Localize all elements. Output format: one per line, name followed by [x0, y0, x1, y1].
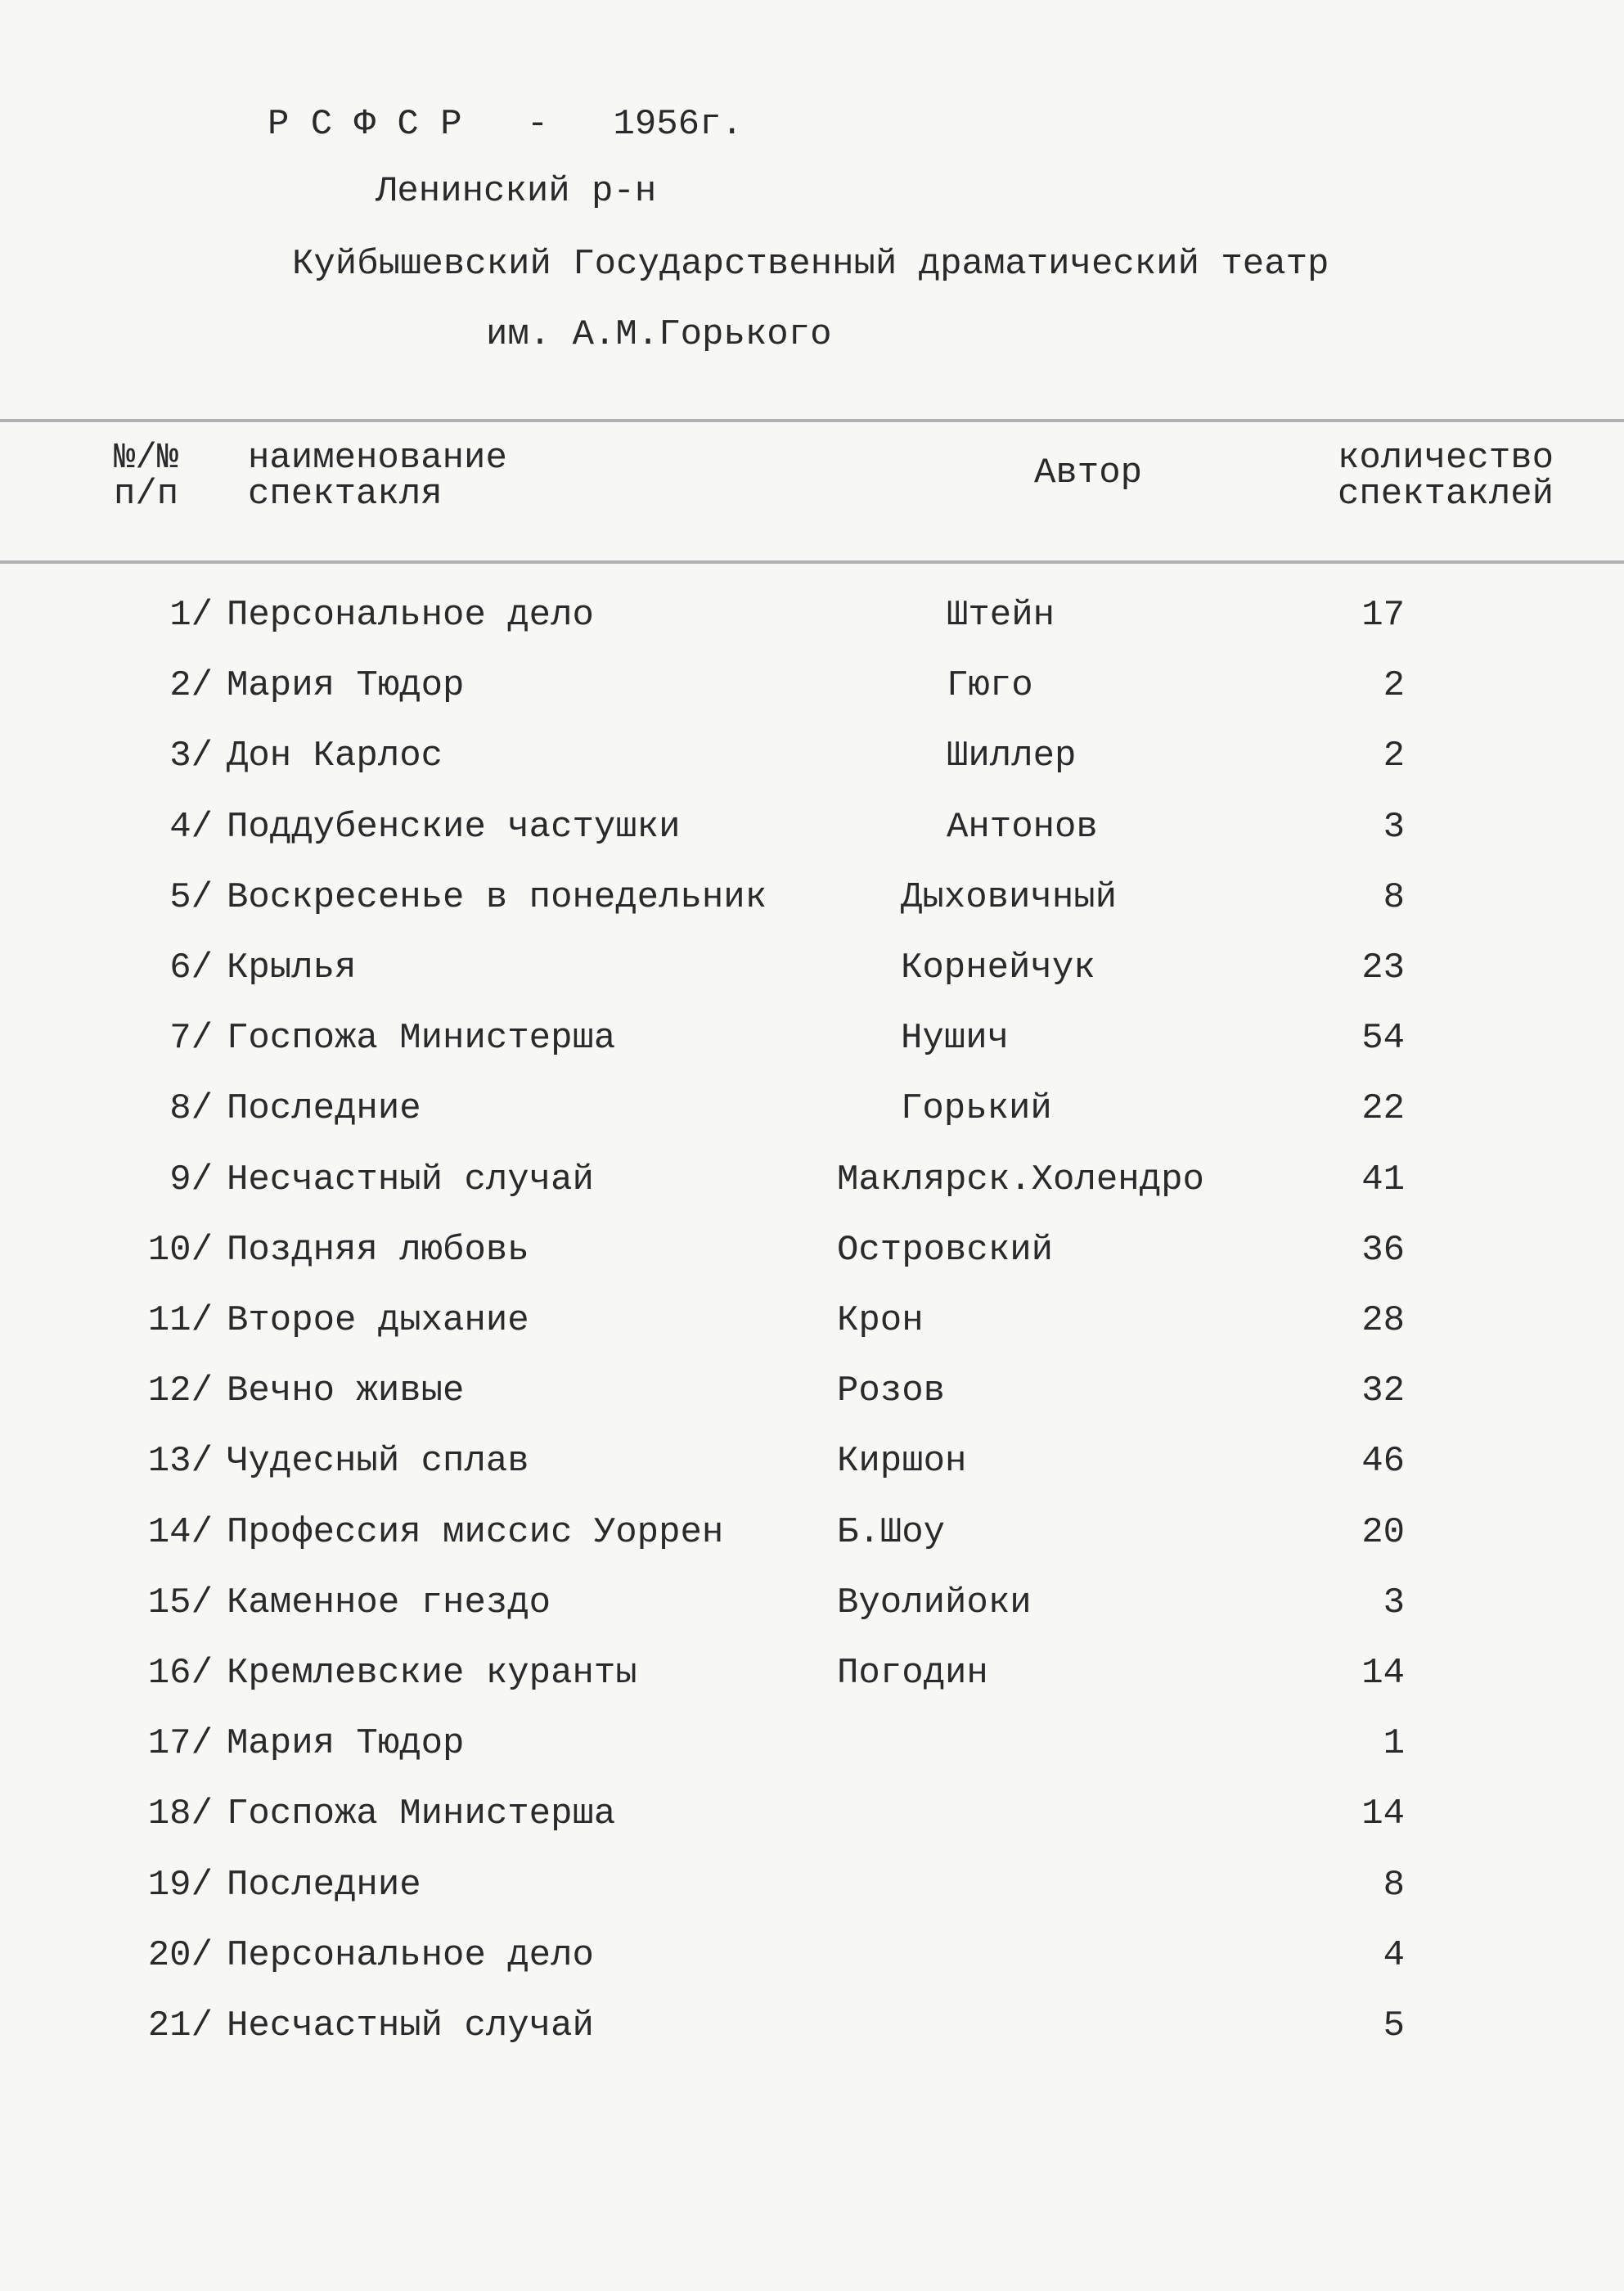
- performance-count: 36: [1361, 1229, 1405, 1271]
- table-row: [0, 738, 1624, 787]
- performance-count: 1: [1383, 1723, 1405, 1765]
- table-row: [0, 1582, 1624, 1634]
- performance-count: 54: [1361, 1018, 1405, 1060]
- header-theatre-dedication: им. А.М.Горького: [486, 314, 832, 355]
- header-district: Ленинский р-н: [376, 171, 657, 212]
- table-row: [0, 1864, 1624, 1916]
- row-number: 11/: [147, 1300, 213, 1341]
- performance-count: 3: [1383, 1582, 1405, 1623]
- table-row: [0, 1655, 1624, 1704]
- table-row: [0, 947, 1624, 999]
- play-author: Б.Шоу: [837, 1511, 946, 1553]
- row-number: 10/: [147, 1229, 213, 1271]
- play-title: Госпожа Министерша: [227, 1018, 616, 1060]
- performance-count: 2: [1383, 665, 1405, 707]
- performance-count: 4: [1383, 1934, 1405, 1976]
- row-number: 1/: [169, 595, 213, 636]
- play-title: Несчастный случай: [227, 1159, 594, 1200]
- play-title: Последние: [227, 1088, 421, 1130]
- performance-count: 8: [1383, 876, 1405, 918]
- table-row: [0, 1088, 1624, 1140]
- row-number: 19/: [147, 1864, 213, 1906]
- row-number: 20/: [147, 1934, 213, 1976]
- play-author: Розов: [837, 1371, 946, 1412]
- play-title: Чудесный сплав: [227, 1441, 529, 1483]
- row-number: 4/: [169, 806, 213, 848]
- play-title: Мария Тюдор: [227, 1723, 465, 1765]
- play-author: Шиллер: [947, 736, 1077, 777]
- row-number: 2/: [169, 665, 213, 707]
- col-title-header-2: спектакля: [248, 474, 443, 515]
- table-row: [0, 665, 1624, 717]
- play-author: Погодин: [837, 1653, 988, 1694]
- play-title: Персональное дело: [227, 595, 594, 636]
- row-number: 7/: [169, 1018, 213, 1060]
- play-author: Островский: [837, 1229, 1054, 1271]
- header-theatre-name: Куйбышевский Государственный драматический театр: [292, 244, 1329, 285]
- row-number: 6/: [169, 947, 213, 988]
- play-title: Последние: [227, 1864, 421, 1906]
- table-row: [0, 1723, 1624, 1775]
- table-row: [0, 1511, 1624, 1564]
- performance-count: 28: [1361, 1300, 1405, 1341]
- play-author: Корнейчук: [901, 947, 1095, 988]
- table-header-bottom-rule: [0, 560, 1624, 564]
- table-top-rule: [0, 419, 1624, 422]
- col-num-header-1: №/№: [114, 438, 179, 479]
- table-row: [0, 597, 1624, 646]
- play-title: Поздняя любовь: [227, 1229, 529, 1271]
- play-author: Дыховичный: [901, 876, 1118, 918]
- table-row: [0, 1796, 1624, 1845]
- play-title: Профессия миссис Уоррен: [227, 1511, 724, 1553]
- play-title: Персональное дело: [227, 1934, 594, 1976]
- table-row: [0, 1159, 1624, 1211]
- performance-count: 41: [1361, 1159, 1405, 1200]
- performance-count: 3: [1383, 806, 1405, 848]
- performance-count: 32: [1361, 1371, 1405, 1412]
- row-number: 8/: [169, 1088, 213, 1130]
- table-row: [0, 876, 1624, 929]
- performance-count: 5: [1383, 2005, 1405, 2046]
- col-author-header: Автор: [1034, 452, 1143, 493]
- col-count-header-2: спектаклей: [1338, 474, 1554, 515]
- row-number: 12/: [147, 1371, 213, 1412]
- performance-count: 8: [1383, 1864, 1405, 1906]
- play-title: Второе дыхание: [227, 1300, 529, 1341]
- row-number: 17/: [147, 1723, 213, 1765]
- table-row: [0, 1934, 1624, 1987]
- performance-count: 2: [1383, 736, 1405, 777]
- play-author: Гюго: [947, 665, 1033, 707]
- table-row: [0, 1300, 1624, 1352]
- col-title-header-1: наименование: [248, 438, 507, 479]
- play-title: Мария Тюдор: [227, 665, 465, 707]
- table-row: [0, 2005, 1624, 2057]
- col-num-header-2: п/п: [114, 474, 179, 515]
- play-title: Крылья: [227, 947, 357, 988]
- table-row: [0, 1443, 1624, 1492]
- play-author: Антонов: [947, 806, 1098, 848]
- performance-count: 22: [1361, 1088, 1405, 1130]
- row-number: 13/: [147, 1441, 213, 1483]
- table-row: [0, 1020, 1624, 1069]
- play-author: Крон: [837, 1300, 924, 1341]
- col-count-header-1: количество: [1338, 438, 1554, 479]
- row-number: 14/: [147, 1511, 213, 1553]
- play-title: Воскресенье в понедельник: [227, 876, 767, 918]
- performance-count: 20: [1361, 1511, 1405, 1553]
- performance-count: 17: [1361, 595, 1405, 636]
- play-title: Госпожа Министерша: [227, 1794, 616, 1835]
- table-row: [0, 1229, 1624, 1281]
- table-row: [0, 806, 1624, 858]
- performance-count: 14: [1361, 1653, 1405, 1694]
- play-title: Каменное гнездо: [227, 1582, 551, 1623]
- row-number: 9/: [169, 1159, 213, 1200]
- play-author: Вуолийоки: [837, 1582, 1032, 1623]
- play-author: Горький: [901, 1088, 1052, 1130]
- play-author: Киршон: [837, 1441, 967, 1483]
- performance-count: 23: [1361, 947, 1405, 988]
- play-author: Нушич: [901, 1018, 1010, 1060]
- play-author: Маклярск.Холендро: [837, 1159, 1204, 1200]
- row-number: 18/: [147, 1794, 213, 1835]
- table-row: [0, 1373, 1624, 1422]
- row-number: 3/: [169, 736, 213, 777]
- row-number: 5/: [169, 876, 213, 918]
- play-title: Кремлевские куранты: [227, 1653, 637, 1694]
- play-title: Несчастный случай: [227, 2005, 594, 2046]
- play-title: Поддубенские частушки: [227, 806, 681, 848]
- play-author: Штейн: [947, 595, 1055, 636]
- row-number: 15/: [147, 1582, 213, 1623]
- play-title: Вечно живые: [227, 1371, 465, 1412]
- play-title: Дон Карлос: [227, 736, 443, 777]
- row-number: 21/: [147, 2005, 213, 2046]
- row-number: 16/: [147, 1653, 213, 1694]
- performance-count: 46: [1361, 1441, 1405, 1483]
- performance-count: 14: [1361, 1794, 1405, 1835]
- header-republic-year: Р С Ф С Р - 1956г.: [268, 104, 743, 145]
